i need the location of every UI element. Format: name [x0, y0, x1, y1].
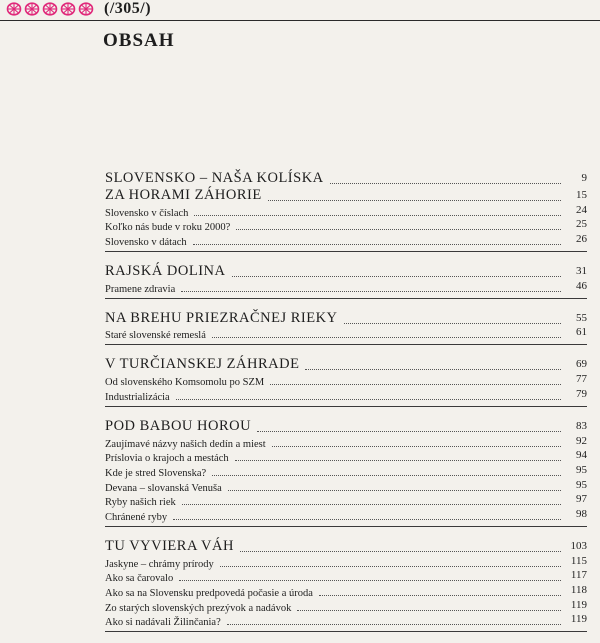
toc-entry-label: TU VYVIERA VÁH [105, 537, 234, 554]
toc-chapter [105, 356, 587, 373]
dot-leader [268, 199, 561, 201]
toc-entry-label: SLOVENSKO – NAŠA KOLÍSKA [105, 170, 324, 186]
toc-entry-label: Devana – slovanská Venuša [105, 482, 222, 494]
toc-entry-page: 94 [576, 449, 587, 462]
toc-subentry [105, 508, 587, 523]
toc-entry-label: Ako sa čarovalo [105, 573, 174, 585]
toc-entry-label: Pramene zdravia [105, 283, 176, 295]
toc-entry-label: V TURČIANSKEJ ZÁHRADE [105, 356, 300, 373]
toc-subentry [105, 450, 587, 465]
toc-entry-page: 69 [576, 358, 587, 371]
dot-leader [236, 228, 561, 230]
dot-leader [179, 579, 561, 581]
toc-subentry [105, 584, 587, 599]
toc-subentry [105, 204, 587, 219]
toc-entry-page: 24 [576, 203, 587, 216]
toc-entry-page: 95 [576, 463, 587, 476]
dot-leader [240, 550, 561, 552]
toc-subentry [105, 373, 587, 388]
page-title: OBSAH [103, 30, 175, 51]
dot-leader [319, 594, 561, 596]
toc-entry-label: RAJSKÁ DOLINA [105, 263, 226, 280]
dot-leader [330, 182, 561, 184]
toc-entry-page: 119 [570, 598, 587, 611]
toc-entry-label: Slovensko v číslach [105, 207, 189, 219]
toc-entry-page: 25 [576, 218, 587, 231]
toc-section [105, 170, 587, 252]
toc-subentry [105, 233, 587, 248]
toc-entry-label: Ako sa na Slovensku predpovedá počasie a úroda [105, 588, 313, 599]
toc-entry-page: 15 [576, 189, 587, 201]
toc-chapter [105, 538, 587, 555]
toc-entry-page: 26 [576, 233, 587, 246]
toc-entry-label: POD BABOU HOROU [105, 417, 252, 434]
toc-subentry [105, 599, 587, 614]
wheel-icon [6, 2, 22, 16]
toc-entry-page: 9 [581, 172, 587, 184]
dot-leader [297, 609, 561, 611]
toc-entry-label: Kde je stred Slovenska? [105, 467, 207, 479]
wheel-icon [24, 2, 40, 16]
toc-subentry [105, 388, 587, 403]
toc-entry-label: Zaujímavé názvy našich dedín a miest [105, 438, 266, 450]
toc-entry-page: 115 [570, 554, 587, 567]
toc-chapter [105, 170, 587, 187]
toc-entry-label: Staré slovenské remeslá [105, 330, 206, 342]
toc-entry-label: Industrializácia [105, 391, 170, 403]
toc-entry-page: 61 [576, 326, 587, 339]
toc-entry-page: 92 [576, 434, 587, 447]
toc-subentry [105, 327, 587, 342]
toc-entry-page: 97 [576, 493, 587, 506]
toc-chapter [105, 263, 587, 280]
table-of-contents [105, 170, 587, 643]
dot-leader [212, 336, 561, 338]
toc-entry-label: Ako si nadávali Žilinčania? [105, 617, 221, 629]
toc-entry-label: Slovensko v dátach [105, 237, 187, 249]
toc-entry-label: Zo starých slovenských prezývok a nadávok [105, 602, 292, 614]
toc-entry-page: 103 [570, 539, 587, 552]
dot-leader [182, 503, 561, 505]
toc-subentry [105, 555, 587, 570]
dot-leader [305, 368, 561, 370]
dot-leader [232, 275, 562, 277]
dot-leader [270, 383, 561, 385]
dot-leader [235, 459, 561, 461]
toc-entry-label: ZA HORAMI ZÁHORIE [105, 187, 262, 203]
dot-leader [173, 518, 561, 520]
toc-subentry [105, 464, 587, 479]
toc-entry-label: Príslovia o krajoch a mestách [105, 453, 229, 465]
toc-entry-page: 77 [576, 373, 587, 386]
toc-subentry [105, 494, 587, 509]
toc-chapter [105, 187, 587, 204]
wheel-icon-row [6, 2, 94, 16]
dot-leader [227, 623, 561, 625]
wheel-icon [60, 2, 76, 16]
dot-leader [212, 474, 561, 476]
toc-section [105, 418, 587, 527]
toc-entry-label: Od slovenského Komsomolu po SZM [105, 377, 265, 389]
dot-leader [194, 214, 561, 216]
toc-entry-label: Koľko nás bude v roku 2000? [105, 222, 231, 234]
dot-leader [176, 398, 561, 400]
toc-section [105, 356, 587, 406]
toc-subentry [105, 614, 587, 629]
toc-entry-label: Chránené ryby [105, 511, 168, 523]
toc-section [105, 310, 587, 346]
dot-leader [257, 430, 561, 432]
toc-entry-page: 98 [576, 507, 587, 520]
wheel-icon [78, 2, 94, 16]
toc-subentry [105, 280, 587, 295]
toc-section [105, 263, 587, 299]
toc-section [105, 538, 587, 632]
toc-entry-page: 46 [576, 279, 587, 292]
dot-leader [193, 243, 561, 245]
toc-subentry [105, 479, 587, 494]
toc-chapter [105, 418, 587, 435]
dot-leader [344, 322, 561, 324]
toc-entry-page: 118 [570, 584, 587, 596]
dot-leader [272, 445, 561, 447]
toc-entry-page: 79 [576, 387, 587, 400]
dot-leader [220, 565, 561, 567]
toc-entry-label: NA BREHU PRIEZRAČNEJ RIEKY [105, 309, 338, 326]
dot-leader [181, 290, 561, 292]
toc-entry-page: 119 [570, 613, 587, 626]
toc-entry-page: 55 [576, 311, 587, 324]
toc-entry-page: 83 [576, 419, 587, 432]
wheel-icon [42, 2, 58, 16]
page-number: (/305/) [104, 0, 152, 17]
toc-subentry [105, 219, 587, 234]
toc-subentry [105, 570, 587, 585]
toc-entry-label: Ryby našich riek [105, 497, 176, 509]
toc-entry-page: 31 [576, 265, 587, 278]
toc-entry-label: Jaskyne – chrámy prírody [105, 558, 214, 570]
toc-chapter [105, 310, 587, 327]
toc-entry-page: 95 [576, 478, 587, 491]
page-header [0, 0, 600, 21]
dot-leader [228, 489, 561, 491]
toc-entry-page: 117 [570, 569, 587, 582]
toc-subentry [105, 435, 587, 450]
